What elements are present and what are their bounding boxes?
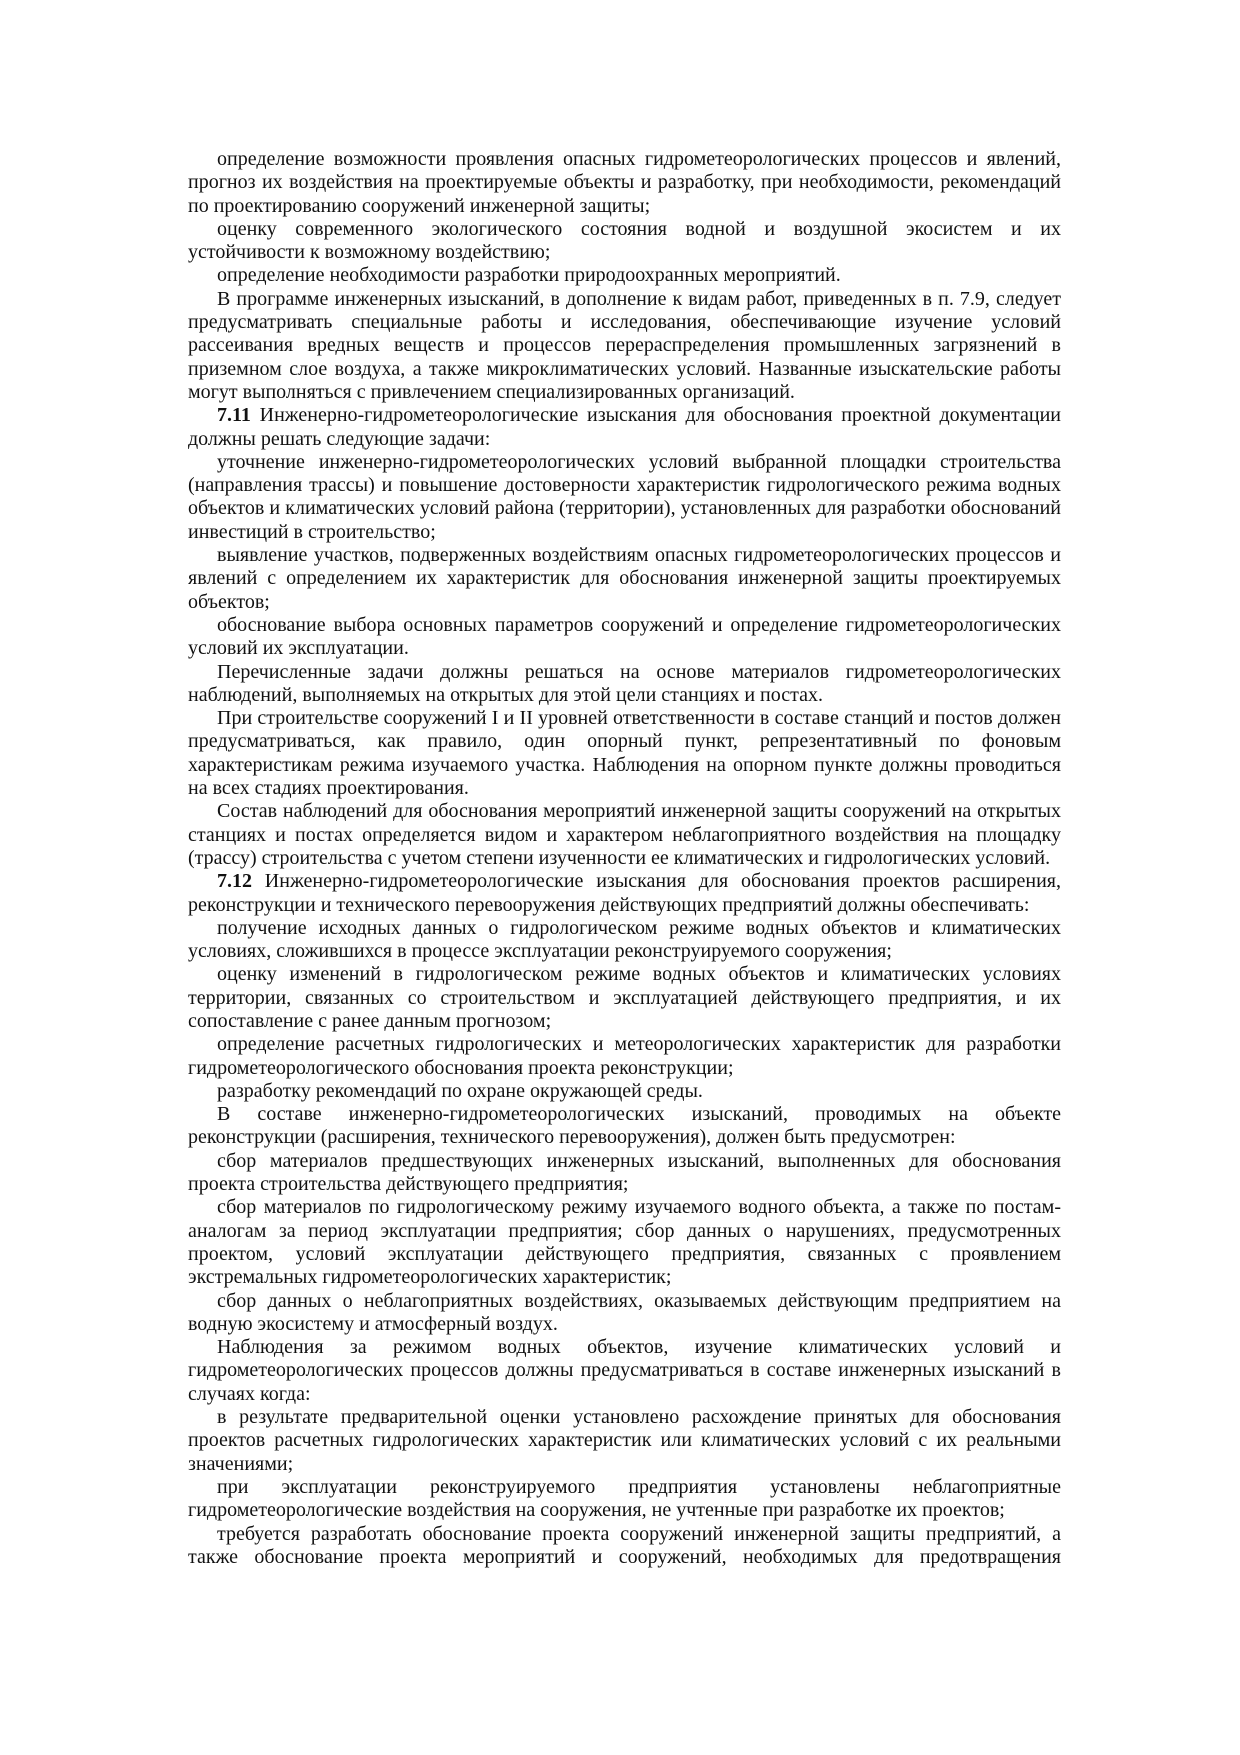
paragraph-text: оценку изменений в гидрологическом режиме водных объектов и климатических условиях территории, связанных со строительством и эксплуатацией действующего предприятия, и их сопоставление с ранее данным прогнозом; (188, 963, 1061, 1032)
paragraph-text: требуется разработать обоснование проекта сооружений инженерной защиты предприятий, а также обоснование проекта мероприятий и сооружений, необходимых для предотвращения (188, 1522, 1061, 1568)
paragraph-text: получение исходных данных о гидрологическом режиме водных объектов и климатических условиях, сложившихся в процессе эксплуатации реконструируемого сооружения; (188, 916, 1061, 963)
paragraph-text: Состав наблюдений для обоснования мероприятий инженерной защиты сооружений на открытых станциях и постах определяется видом и характером неблагоприятного воздействия на площадку (трассу) строительства с учетом степени изученности ее климатических и гидрологических условий. (188, 800, 1061, 869)
paragraph-text: В составе инженерно-гидрометеорологических изысканий, проводимых на объекте реконструкции (расширения, технического перевооружения), должен быть предусмотрен: (188, 1103, 1061, 1149)
paragraph (188, 544, 1061, 614)
paragraph-text: уточнение инженерно-гидрометеорологических условий выбранной площадки строительства (направления трассы) и повышение достоверности характеристик гидрологического режима водных объектов и климатических условий района (территории), установленных для разработки обоснований инвестиций в строительство; (188, 450, 1061, 543)
document-page (188, 148, 1061, 1569)
paragraph-text: определение необходимости разработки природоохранных мероприятий. (217, 264, 841, 287)
paragraph-text: выявление участков, подверженных воздействиям опасных гидрометеорологических процессов и явлений с определением их характеристик для обоснования инженерной защиты проектируемых объектов; (188, 544, 1061, 613)
section-number: 7.12 (217, 870, 252, 893)
paragraph (188, 218, 1061, 265)
paragraph-text: определение расчетных гидрологических и метеорологических характеристик для разработки гидрометеорологического обоснования проекта реконструкции; (188, 1033, 1061, 1079)
paragraph-text: сбор данных о неблагоприятных воздействиях, оказываемых действующим предприятием на водную экосистему и атмосферный воздух. (188, 1289, 1061, 1335)
paragraph (188, 1406, 1061, 1476)
paragraph-text: Инженерно-гидрометеорологические изыскания для обоснования проектной документации должны решать следующие задачи: (188, 404, 1062, 450)
paragraph (188, 800, 1061, 870)
paragraph-text: при эксплуатации реконструируемого предприятия установлены неблагоприятные гидрометеорологические воздействия на сооружения, не учтенные при разработке их проектов; (188, 1475, 1061, 1522)
paragraph (188, 288, 1061, 404)
paragraph (188, 1336, 1061, 1406)
paragraph (188, 1196, 1061, 1289)
paragraph (188, 917, 1061, 964)
paragraph-text: В программе инженерных изысканий, в дополнение к видам работ, приведенных в п. 7.9, следует предусматривать специальные работы и исследования, обеспечивающие изучение условий рассеивания вредных веществ и процессов перераспределения промышленных загрязнений в приземном слое воздуха, а также микроклиматических условий. Названные изыскательские работы могут выполняться с привлечением специализированных организаций. (188, 287, 1061, 403)
paragraph (188, 614, 1061, 661)
paragraph-text: При строительстве сооружений I и II уровней ответственности в составе станций и постов должен предусматриваться, как правило, один опорный пункт, репрезентативный по фоновым характеристикам режима изучаемого участка. Наблюдения на опорном пункте должны проводиться на всех стадиях проектирования. (188, 707, 1061, 800)
paragraph (188, 1290, 1061, 1337)
paragraph (188, 1080, 1061, 1103)
paragraph (188, 707, 1061, 800)
paragraph-text: Наблюдения за режимом водных объектов, изучение климатических условий и гидрометеорологических процессов должны предусматриваться в составе инженерных изысканий в случаях когда: (188, 1336, 1061, 1405)
paragraph-text: Инженерно-гидрометеорологические изыскания для обоснования проектов расширения, реконструкции и технического перевооружения действующих предприятий должны обеспечивать: (188, 870, 1061, 916)
section-paragraph (188, 870, 1061, 917)
paragraph-text: оценку современного экологического состояния водной и воздушной экосистем и их устойчивости к возможному воздействию; (188, 217, 1061, 264)
section-number: 7.11 (217, 404, 251, 427)
paragraph-text: определение возможности проявления опасных гидрометеорологических процессов и явлений, прогноз их воздействия на проектируемые объекты и разработку, при необходимости, рекомендаций по проектированию сооружений инженерной защиты; (188, 148, 1061, 217)
paragraph (188, 264, 1061, 287)
paragraph (188, 1476, 1061, 1523)
paragraph (188, 451, 1061, 544)
paragraph (188, 963, 1061, 1033)
paragraph-text: разработку рекомендаций по охране окружающей среды. (217, 1079, 703, 1102)
paragraph-text: сбор материалов предшествующих инженерных изысканий, выполненных для обоснования проекта строительства действующего предприятия; (188, 1149, 1061, 1196)
paragraph (188, 1150, 1061, 1197)
paragraph (188, 1033, 1061, 1080)
paragraph (188, 1523, 1061, 1570)
paragraph (188, 1103, 1061, 1150)
paragraph-text: сбор материалов по гидрологическому режиму изучаемого водного объекта, а также по постам-аналогам за период эксплуатации предприятия; сбор данных о нарушениях, предусмотренных проектом, условий эксплуатации действующего предприятия, связанных с проявлением экстремальных гидрометеорологических характеристик; (188, 1196, 1061, 1289)
paragraph-text: обоснование выбора основных параметров сооружений и определение гидрометеорологических условий их эксплуатации. (188, 613, 1061, 660)
paragraph-text: в результате предварительной оценки установлено расхождение принятых для обоснования проектов расчетных гидрологических характеристик или климатических условий с их реальными значениями; (188, 1406, 1061, 1475)
paragraph (188, 661, 1061, 708)
section-paragraph (188, 404, 1061, 451)
paragraph (188, 148, 1061, 218)
paragraph-text: Перечисленные задачи должны решаться на основе материалов гидрометеорологических наблюдений, выполняемых на открытых для этой цели станциях и постах. (188, 660, 1061, 706)
